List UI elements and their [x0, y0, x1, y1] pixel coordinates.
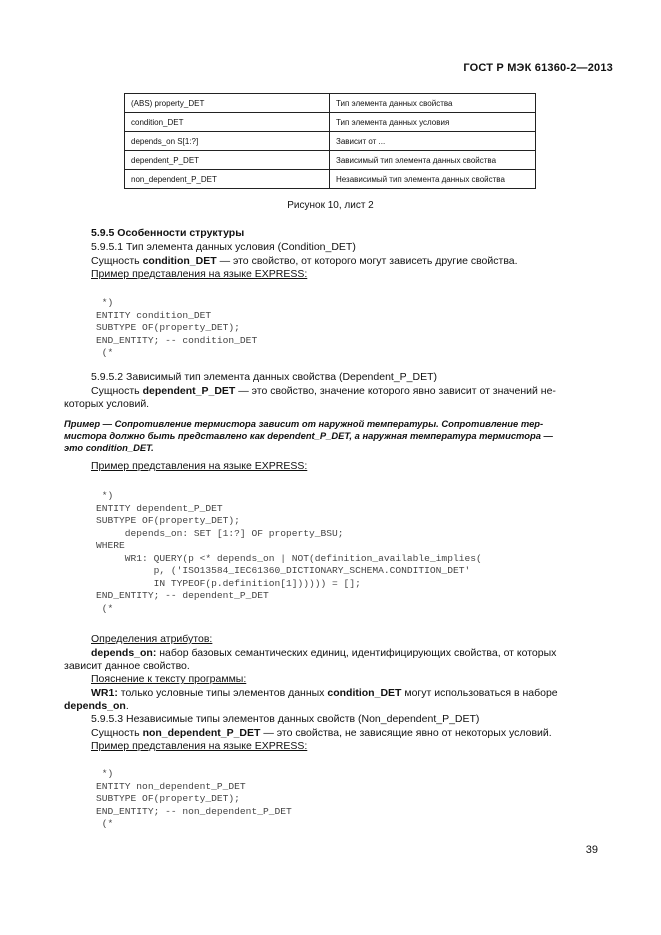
figure-caption: Рисунок 10, лист 2: [287, 200, 374, 211]
code-block: *) ENTITY dependent_P_DET SUBTYPE OF(property_DET); depends_on: SET [1:?] OF property_BSU; WHERE WR1: QUERY(p <* depends_on | NOT(definition_available_implies( p, ('ISO13584_IEC61360_DICTIONARY_SCHEMA.CONDITION_DET' IN TYPEOF(p.definition[1]))))) = []; END_ENTITY; -- dependent_P_DET (*: [96, 490, 482, 614]
table-cell: non_dependent_P_DET: [125, 170, 330, 189]
paragraph: Сущность non_dependent_P_DET — это свойства, не зависящие явно от некоторых условий.: [91, 727, 552, 739]
paragraph-continuation: depends_on.: [64, 700, 129, 712]
definition-table: [124, 93, 536, 189]
express-example-label: Пример представления на языке EXPRESS:: [91, 268, 308, 280]
subsection-title: 5.9.5.1 Тип элемента данных условия (Condition_DET): [91, 241, 356, 253]
express-example-label: Пример представления на языке EXPRESS:: [91, 460, 308, 472]
table-cell: Тип элемента данных свойства: [330, 94, 536, 113]
table-row: [125, 170, 536, 189]
table-cell: Тип элемента данных условия: [330, 113, 536, 132]
subsection-title: 5.9.5.2 Зависимый тип элемента данных свойства (Dependent_P_DET): [91, 371, 438, 383]
table-row: [125, 132, 536, 151]
paragraph: Сущность dependent_P_DET — это свойство, значение которого явно зависит от значений не-: [91, 385, 556, 397]
example-note: Пример — Сопротивление термистора зависит от наружной температуры. Сопротивление тер- мистора должно быть представлено как dependent_P_DET, а наружная температура термистора — это condition_DET.: [64, 418, 553, 453]
table-cell: condition_DET: [125, 113, 330, 132]
paragraph: Сущность condition_DET — это свойство, от которого могут зависеть другие свойства.: [91, 255, 518, 267]
table-row: [125, 94, 536, 113]
program-explanation-label: Пояснение к тексту программы:: [91, 673, 247, 685]
page-number: 39: [585, 844, 598, 856]
rule-explanation: WR1: только условные типы элементов данных condition_DET могут использоваться в наборе: [91, 687, 558, 699]
document-header: ГОСТ Р МЭК 61360-2—2013: [463, 62, 613, 74]
subsection-title: 5.9.5.3 Независимые типы элементов данных свойств (Non_dependent_P_DET): [91, 713, 480, 725]
attribute-definition: depends_on: набор базовых семантических единиц, идентифицирующих свойства, от которых: [91, 647, 557, 659]
table-cell: depends_on S[1:?]: [125, 132, 330, 151]
table-row: [125, 151, 536, 170]
code-block: *) ENTITY condition_DET SUBTYPE OF(property_DET); END_ENTITY; -- condition_DET (*: [96, 297, 258, 358]
table-cell: Независимый тип элемента данных свойства: [330, 170, 536, 189]
paragraph-continuation: зависит данное свойство.: [64, 660, 190, 672]
section-title: 5.9.5 Особенности структуры: [91, 227, 245, 239]
code-block: *) ENTITY non_dependent_P_DET SUBTYPE OF(property_DET); END_ENTITY; -- non_dependent_P_DET (*: [96, 768, 292, 829]
table-cell: dependent_P_DET: [125, 151, 330, 170]
table-cell: Зависит от ...: [330, 132, 536, 151]
attributes-label: Определения атрибутов:: [91, 633, 213, 645]
express-example-label: Пример представления на языке EXPRESS:: [91, 740, 308, 752]
table-row: [125, 113, 536, 132]
table-cell: (ABS) property_DET: [125, 94, 330, 113]
table-cell: Зависимый тип элемента данных свойства: [330, 151, 536, 170]
paragraph-continuation: которых условий.: [64, 398, 150, 410]
